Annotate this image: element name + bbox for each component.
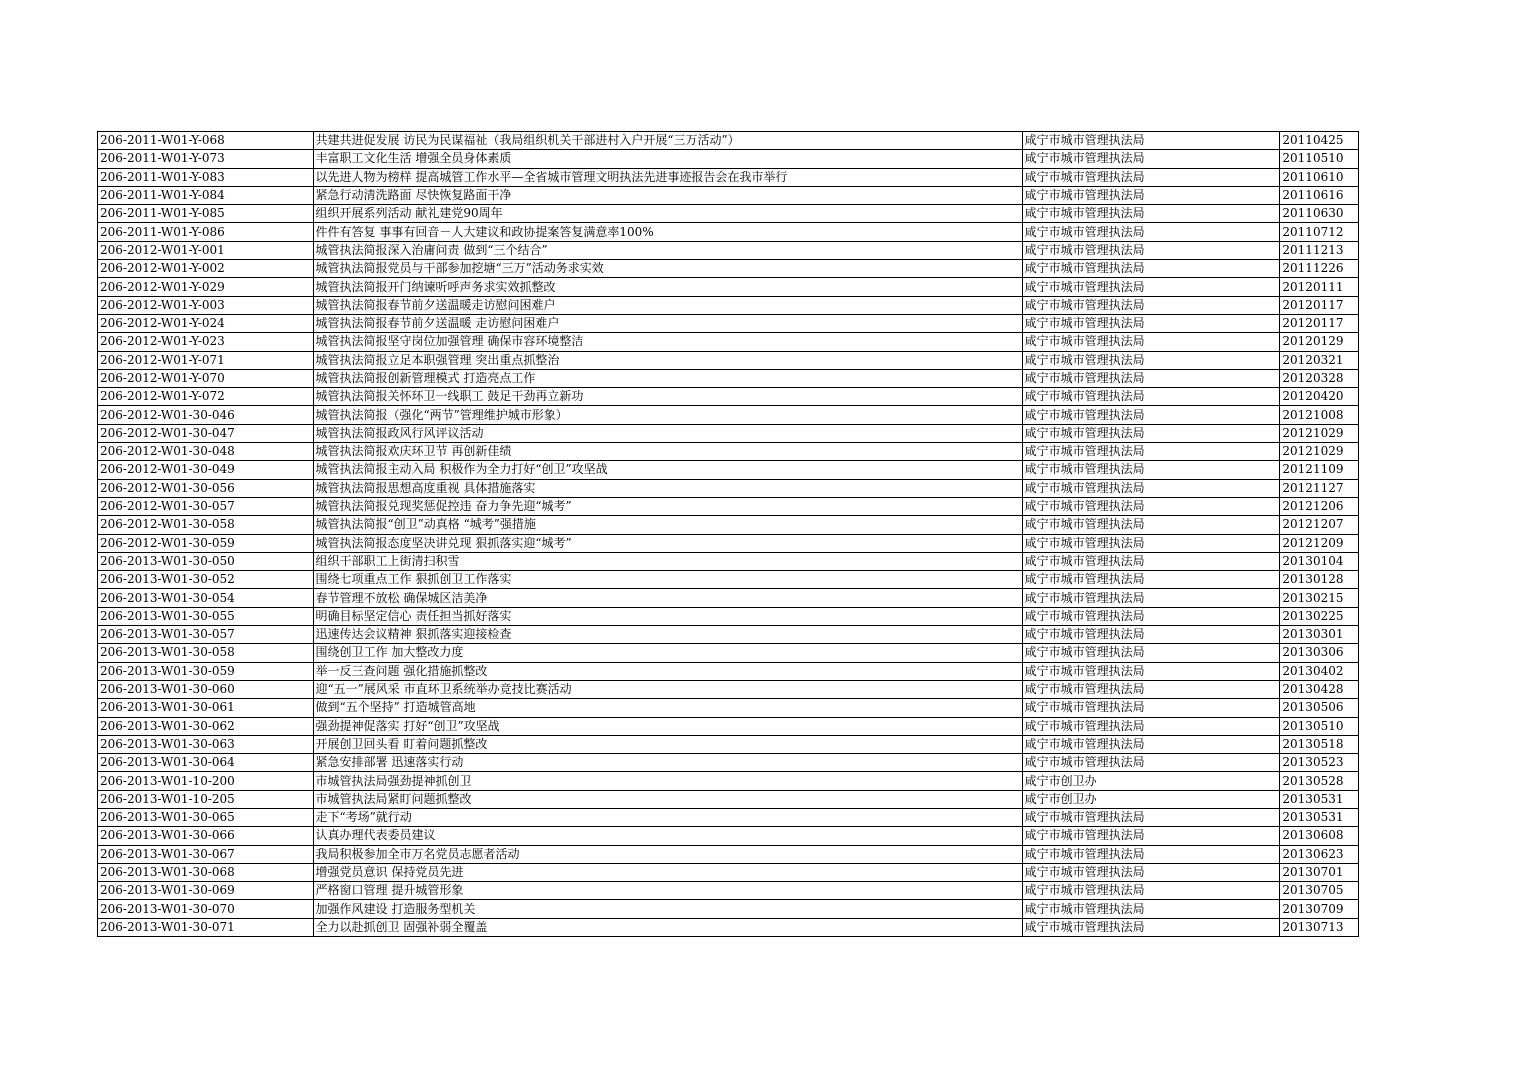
issuing-organization-cell: 咸宁市城市管理执法局	[1022, 717, 1280, 735]
document-date-cell: 20120420	[1280, 388, 1359, 406]
table-row	[98, 735, 1359, 753]
table-row	[98, 754, 1359, 772]
document-date-cell: 20111226	[1280, 260, 1359, 278]
table-row	[98, 168, 1359, 186]
document-date-cell: 20130128	[1280, 571, 1359, 589]
archive-code-cell: 206-2013-W01-10-200	[98, 772, 314, 790]
table-row	[98, 680, 1359, 698]
table-row	[98, 497, 1359, 515]
table-row	[98, 278, 1359, 296]
archive-code-cell: 206-2013-W01-30-052	[98, 571, 314, 589]
issuing-organization-cell: 咸宁市城市管理执法局	[1022, 260, 1280, 278]
document-title-cell: 城管执法简报政风行风评议活动	[313, 424, 1022, 442]
archive-code-cell: 206-2013-W01-30-054	[98, 589, 314, 607]
document-title-cell: 开展创卫回头看 盯着问题抓整改	[313, 735, 1022, 753]
document-date-cell: 20121207	[1280, 516, 1359, 534]
document-date-cell: 20130523	[1280, 754, 1359, 772]
document-date-cell: 20130215	[1280, 589, 1359, 607]
document-date-cell: 20110630	[1280, 205, 1359, 223]
issuing-organization-cell: 咸宁市城市管理执法局	[1022, 241, 1280, 259]
issuing-organization-cell: 咸宁市城市管理执法局	[1022, 150, 1280, 168]
issuing-organization-cell: 咸宁市城市管理执法局	[1022, 443, 1280, 461]
document-date-cell: 20130713	[1280, 918, 1359, 936]
issuing-organization-cell: 咸宁市城市管理执法局	[1022, 351, 1280, 369]
archive-code-cell: 206-2013-W01-30-059	[98, 662, 314, 680]
table-row	[98, 827, 1359, 845]
document-date-cell: 20110510	[1280, 150, 1359, 168]
archive-code-cell: 206-2013-W01-30-060	[98, 680, 314, 698]
archive-code-cell: 206-2012-W01-Y-029	[98, 278, 314, 296]
table-row	[98, 132, 1359, 150]
table-row	[98, 589, 1359, 607]
table-row	[98, 534, 1359, 552]
archive-table	[97, 131, 1359, 937]
document-title-cell: 我局积极参加全市万名党员志愿者活动	[313, 845, 1022, 863]
document-title-cell: 以先进人物为榜样 提高城管工作水平—全省城市管理文明执法先进事迹报告会在我市举行	[313, 168, 1022, 186]
issuing-organization-cell: 咸宁市城市管理执法局	[1022, 589, 1280, 607]
issuing-organization-cell: 咸宁市城市管理执法局	[1022, 735, 1280, 753]
document-date-cell: 20121209	[1280, 534, 1359, 552]
document-title-cell: 围绕创卫工作 加大整改力度	[313, 644, 1022, 662]
document-date-cell: 20121008	[1280, 406, 1359, 424]
issuing-organization-cell: 咸宁市城市管理执法局	[1022, 900, 1280, 918]
document-date-cell: 20130428	[1280, 680, 1359, 698]
issuing-organization-cell: 咸宁市城市管理执法局	[1022, 534, 1280, 552]
archive-code-cell: 206-2012-W01-30-049	[98, 461, 314, 479]
document-title-cell: 城管执法简报深入治庸问责 做到“三个结合”	[313, 241, 1022, 259]
document-title-cell: 丰富职工文化生活 增强全员身体素质	[313, 150, 1022, 168]
issuing-organization-cell: 咸宁市创卫办	[1022, 772, 1280, 790]
table-row	[98, 150, 1359, 168]
document-title-cell: 认真办理代表委员建议	[313, 827, 1022, 845]
document-date-cell: 20130608	[1280, 827, 1359, 845]
archive-code-cell: 206-2013-W01-30-070	[98, 900, 314, 918]
document-date-cell: 20130225	[1280, 607, 1359, 625]
document-title-cell: 春节管理不放松 确保城区洁美净	[313, 589, 1022, 607]
table-row	[98, 314, 1359, 332]
issuing-organization-cell: 咸宁市城市管理执法局	[1022, 918, 1280, 936]
archive-code-cell: 206-2011-W01-Y-083	[98, 168, 314, 186]
archive-code-cell: 206-2013-W01-30-065	[98, 808, 314, 826]
document-title-cell: 组织干部职工上街清扫积雪	[313, 552, 1022, 570]
document-title-cell: 城管执法简报创新管理模式 打造亮点工作	[313, 369, 1022, 387]
table-row	[98, 717, 1359, 735]
issuing-organization-cell: 咸宁市城市管理执法局	[1022, 369, 1280, 387]
document-date-cell: 20121029	[1280, 443, 1359, 461]
table-row	[98, 424, 1359, 442]
document-title-cell: 市城管执法局紧盯问题抓整改	[313, 790, 1022, 808]
document-date-cell: 20111213	[1280, 241, 1359, 259]
archive-code-cell: 206-2012-W01-30-057	[98, 497, 314, 515]
document-date-cell: 20130104	[1280, 552, 1359, 570]
archive-code-cell: 206-2013-W01-30-063	[98, 735, 314, 753]
document-date-cell: 20130306	[1280, 644, 1359, 662]
archive-code-cell: 206-2012-W01-30-058	[98, 516, 314, 534]
issuing-organization-cell: 咸宁市城市管理执法局	[1022, 278, 1280, 296]
archive-table-body	[98, 132, 1359, 937]
document-title-cell: 城管执法简报主动入局 积极作为全力打好“创卫”攻坚战	[313, 461, 1022, 479]
document-title-cell: 城管执法简报党员与干部参加挖塘“三万”活动务求实效	[313, 260, 1022, 278]
archive-code-cell: 206-2011-W01-Y-086	[98, 223, 314, 241]
document-date-cell: 20130528	[1280, 772, 1359, 790]
issuing-organization-cell: 咸宁市城市管理执法局	[1022, 827, 1280, 845]
table-row	[98, 900, 1359, 918]
archive-code-cell: 206-2011-W01-Y-084	[98, 186, 314, 204]
issuing-organization-cell: 咸宁市城市管理执法局	[1022, 808, 1280, 826]
document-title-cell: 城管执法简报思想高度重视 具体措施落实	[313, 479, 1022, 497]
table-row	[98, 571, 1359, 589]
archive-code-cell: 206-2013-W01-30-064	[98, 754, 314, 772]
table-row	[98, 772, 1359, 790]
document-date-cell: 20130531	[1280, 790, 1359, 808]
document-title-cell: 迅速传达会议精神 狠抓落实迎接检查	[313, 626, 1022, 644]
table-row	[98, 808, 1359, 826]
document-title-cell: 举一反三查问题 强化措施抓整改	[313, 662, 1022, 680]
issuing-organization-cell: 咸宁市城市管理执法局	[1022, 296, 1280, 314]
document-title-cell: 城管执法简报态度坚决讲兑现 狠抓落实迎“城考”	[313, 534, 1022, 552]
table-row	[98, 662, 1359, 680]
issuing-organization-cell: 咸宁市城市管理执法局	[1022, 699, 1280, 717]
document-date-cell: 20121206	[1280, 497, 1359, 515]
archive-code-cell: 206-2013-W01-10-205	[98, 790, 314, 808]
archive-code-cell: 206-2012-W01-Y-072	[98, 388, 314, 406]
issuing-organization-cell: 咸宁市城市管理执法局	[1022, 863, 1280, 881]
document-title-cell: 明确目标坚定信心 责任担当抓好落实	[313, 607, 1022, 625]
archive-code-cell: 206-2013-W01-30-057	[98, 626, 314, 644]
document-date-cell: 20121029	[1280, 424, 1359, 442]
archive-code-cell: 206-2012-W01-Y-071	[98, 351, 314, 369]
table-row	[98, 607, 1359, 625]
document-title-cell: 城管执法简报开门纳谏听呼声务求实效抓整改	[313, 278, 1022, 296]
issuing-organization-cell: 咸宁市城市管理执法局	[1022, 662, 1280, 680]
table-row	[98, 351, 1359, 369]
document-title-cell: 共建共进促发展 访民为民谋福祉（我局组织机关干部进村入户开展“三万活动”）	[313, 132, 1022, 150]
issuing-organization-cell: 咸宁市创卫办	[1022, 790, 1280, 808]
table-row	[98, 790, 1359, 808]
document-date-cell: 20130709	[1280, 900, 1359, 918]
table-row	[98, 443, 1359, 461]
document-title-cell: 做到“五个坚持” 打造城管高地	[313, 699, 1022, 717]
issuing-organization-cell: 咸宁市城市管理执法局	[1022, 754, 1280, 772]
issuing-organization-cell: 咸宁市城市管理执法局	[1022, 223, 1280, 241]
issuing-organization-cell: 咸宁市城市管理执法局	[1022, 406, 1280, 424]
table-row	[98, 863, 1359, 881]
issuing-organization-cell: 咸宁市城市管理执法局	[1022, 205, 1280, 223]
archive-code-cell: 206-2013-W01-30-062	[98, 717, 314, 735]
document-date-cell: 20130701	[1280, 863, 1359, 881]
archive-code-cell: 206-2012-W01-Y-001	[98, 241, 314, 259]
document-title-cell: 城管执法简报（强化“两节”管理维护城市形象）	[313, 406, 1022, 424]
document-date-cell: 20130506	[1280, 699, 1359, 717]
document-date-cell: 20110712	[1280, 223, 1359, 241]
document-title-cell: 城管执法简报立足本职强管理 突出重点抓整治	[313, 351, 1022, 369]
document-title-cell: 围绕七项重点工作 狠抓创卫工作落实	[313, 571, 1022, 589]
document-date-cell: 20130518	[1280, 735, 1359, 753]
table-row	[98, 205, 1359, 223]
table-row	[98, 516, 1359, 534]
table-row	[98, 882, 1359, 900]
issuing-organization-cell: 咸宁市城市管理执法局	[1022, 168, 1280, 186]
table-row	[98, 388, 1359, 406]
document-date-cell: 20130510	[1280, 717, 1359, 735]
archive-code-cell: 206-2013-W01-30-058	[98, 644, 314, 662]
document-date-cell: 20110425	[1280, 132, 1359, 150]
issuing-organization-cell: 咸宁市城市管理执法局	[1022, 607, 1280, 625]
document-date-cell: 20120321	[1280, 351, 1359, 369]
document-date-cell: 20120117	[1280, 314, 1359, 332]
document-title-cell: 城管执法简报春节前夕送温暖 走访慰问困难户	[313, 314, 1022, 332]
issuing-organization-cell: 咸宁市城市管理执法局	[1022, 186, 1280, 204]
table-row	[98, 552, 1359, 570]
archive-code-cell: 206-2012-W01-30-059	[98, 534, 314, 552]
document-title-cell: 强劲提神促落实 打好“创卫”攻坚战	[313, 717, 1022, 735]
document-date-cell: 20130623	[1280, 845, 1359, 863]
issuing-organization-cell: 咸宁市城市管理执法局	[1022, 424, 1280, 442]
issuing-organization-cell: 咸宁市城市管理执法局	[1022, 882, 1280, 900]
document-date-cell: 20120117	[1280, 296, 1359, 314]
issuing-organization-cell: 咸宁市城市管理执法局	[1022, 644, 1280, 662]
issuing-organization-cell: 咸宁市城市管理执法局	[1022, 497, 1280, 515]
issuing-organization-cell: 咸宁市城市管理执法局	[1022, 333, 1280, 351]
archive-code-cell: 206-2011-W01-Y-085	[98, 205, 314, 223]
document-date-cell: 20121127	[1280, 479, 1359, 497]
document-title-cell: 严格窗口管理 提升城管形象	[313, 882, 1022, 900]
archive-code-cell: 206-2013-W01-30-066	[98, 827, 314, 845]
archive-code-cell: 206-2011-W01-Y-068	[98, 132, 314, 150]
table-row	[98, 260, 1359, 278]
issuing-organization-cell: 咸宁市城市管理执法局	[1022, 314, 1280, 332]
document-title-cell: 城管执法简报兑现奖惩促控违 奋力争先迎“城考”	[313, 497, 1022, 515]
document-date-cell: 20120111	[1280, 278, 1359, 296]
document-date-cell: 20110610	[1280, 168, 1359, 186]
table-row	[98, 241, 1359, 259]
table-row	[98, 223, 1359, 241]
table-row	[98, 333, 1359, 351]
archive-code-cell: 206-2013-W01-30-071	[98, 918, 314, 936]
table-row	[98, 406, 1359, 424]
archive-code-cell: 206-2013-W01-30-061	[98, 699, 314, 717]
archive-code-cell: 206-2013-W01-30-068	[98, 863, 314, 881]
table-row	[98, 644, 1359, 662]
document-date-cell: 20130705	[1280, 882, 1359, 900]
archive-code-cell: 206-2012-W01-Y-070	[98, 369, 314, 387]
document-date-cell: 20120129	[1280, 333, 1359, 351]
table-row	[98, 626, 1359, 644]
document-title-cell: 城管执法简报关怀环卫一线职工 鼓足干劲再立新功	[313, 388, 1022, 406]
issuing-organization-cell: 咸宁市城市管理执法局	[1022, 552, 1280, 570]
document-title-cell: 件件有答复 事事有回音－人大建议和政协提案答复满意率100%	[313, 223, 1022, 241]
document-title-cell: 城管执法简报“创卫”动真格 “城考”强措施	[313, 516, 1022, 534]
archive-code-cell: 206-2012-W01-30-047	[98, 424, 314, 442]
document-title-cell: 城管执法简报欢庆环卫节 再创新佳绩	[313, 443, 1022, 461]
archive-code-cell: 206-2013-W01-30-050	[98, 552, 314, 570]
document-date-cell: 20130402	[1280, 662, 1359, 680]
issuing-organization-cell: 咸宁市城市管理执法局	[1022, 571, 1280, 589]
archive-code-cell: 206-2012-W01-Y-023	[98, 333, 314, 351]
document-title-cell: 城管执法简报春节前夕送温暖走访慰问困难户	[313, 296, 1022, 314]
document-date-cell: 20130301	[1280, 626, 1359, 644]
archive-code-cell: 206-2013-W01-30-069	[98, 882, 314, 900]
archive-code-cell: 206-2013-W01-30-055	[98, 607, 314, 625]
issuing-organization-cell: 咸宁市城市管理执法局	[1022, 845, 1280, 863]
archive-code-cell: 206-2012-W01-Y-024	[98, 314, 314, 332]
document-title-cell: 组织开展系列活动 献礼建党90周年	[313, 205, 1022, 223]
archive-code-cell: 206-2013-W01-30-067	[98, 845, 314, 863]
document-title-cell: 紧急安排部署 迅速落实行动	[313, 754, 1022, 772]
document-title-cell: 全力以赴抓创卫 固强补弱全覆盖	[313, 918, 1022, 936]
issuing-organization-cell: 咸宁市城市管理执法局	[1022, 388, 1280, 406]
archive-code-cell: 206-2012-W01-30-056	[98, 479, 314, 497]
table-row	[98, 369, 1359, 387]
document-date-cell: 20110616	[1280, 186, 1359, 204]
issuing-organization-cell: 咸宁市城市管理执法局	[1022, 132, 1280, 150]
table-row	[98, 918, 1359, 936]
document-title-cell: 加强作风建设 打造服务型机关	[313, 900, 1022, 918]
document-title-cell: 增强党员意识 保持党员先进	[313, 863, 1022, 881]
table-row	[98, 845, 1359, 863]
table-row	[98, 296, 1359, 314]
document-date-cell: 20120328	[1280, 369, 1359, 387]
document-date-cell: 20121109	[1280, 461, 1359, 479]
table-row	[98, 461, 1359, 479]
document-title-cell: 市城管执法局强劲提神抓创卫	[313, 772, 1022, 790]
table-row	[98, 479, 1359, 497]
issuing-organization-cell: 咸宁市城市管理执法局	[1022, 626, 1280, 644]
issuing-organization-cell: 咸宁市城市管理执法局	[1022, 516, 1280, 534]
table-row	[98, 186, 1359, 204]
issuing-organization-cell: 咸宁市城市管理执法局	[1022, 680, 1280, 698]
document-title-cell: 迎“五一”展风采 市直环卫系统举办竞技比赛活动	[313, 680, 1022, 698]
document-date-cell: 20130531	[1280, 808, 1359, 826]
document-title-cell: 走下“考场”就行动	[313, 808, 1022, 826]
table-row	[98, 699, 1359, 717]
archive-code-cell: 206-2012-W01-Y-003	[98, 296, 314, 314]
archive-code-cell: 206-2012-W01-Y-002	[98, 260, 314, 278]
archive-code-cell: 206-2012-W01-30-046	[98, 406, 314, 424]
archive-code-cell: 206-2012-W01-30-048	[98, 443, 314, 461]
archive-code-cell: 206-2011-W01-Y-073	[98, 150, 314, 168]
document-title-cell: 城管执法简报坚守岗位加强管理 确保市容环境整洁	[313, 333, 1022, 351]
document-title-cell: 紧急行动清洗路面 尽快恢复路面干净	[313, 186, 1022, 204]
issuing-organization-cell: 咸宁市城市管理执法局	[1022, 461, 1280, 479]
issuing-organization-cell: 咸宁市城市管理执法局	[1022, 479, 1280, 497]
